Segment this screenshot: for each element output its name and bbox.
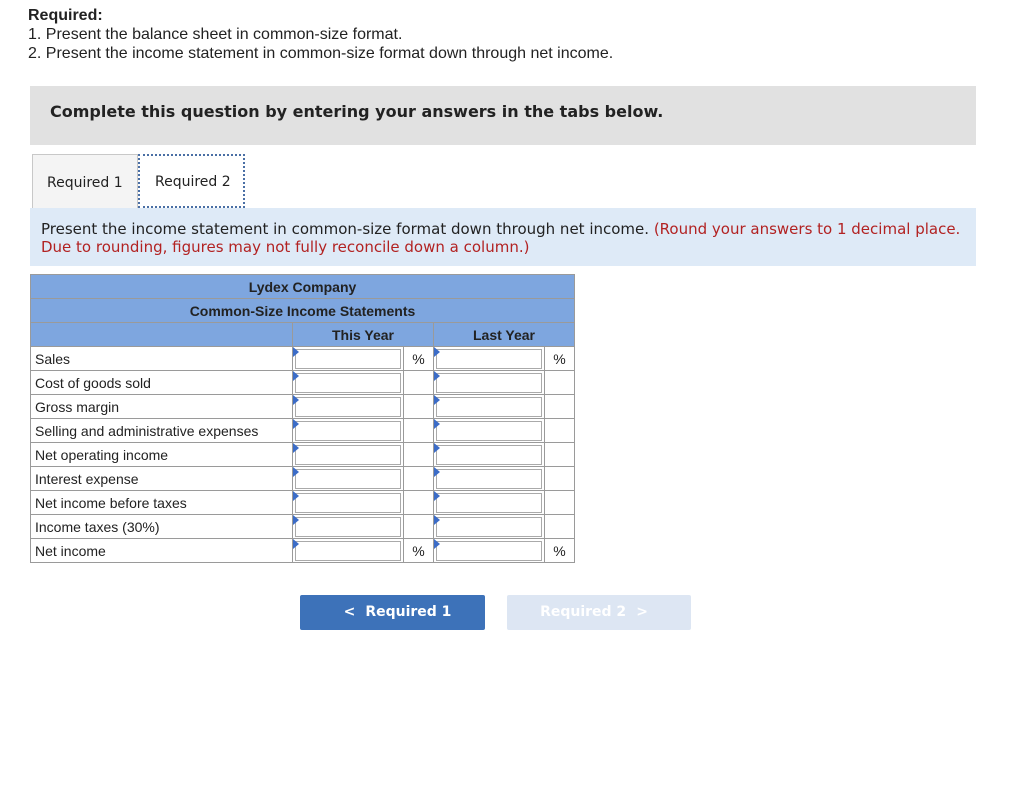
input-marker-icon: [293, 371, 299, 381]
tab-required-1[interactable]: Required 1: [32, 154, 138, 208]
required-heading: Required:: [28, 7, 103, 24]
percent-symbol: [545, 419, 575, 443]
percent-symbol: %: [404, 539, 434, 563]
required-item-2: 2. Present the income statement in common-size format down through net income.: [28, 45, 614, 62]
next-button-label: Required 2: [540, 604, 627, 620]
percent-symbol: [545, 395, 575, 419]
label-column-header: [31, 323, 293, 347]
company-name: Lydex Company: [31, 275, 575, 299]
this-year-input[interactable]: [295, 517, 401, 537]
table-row: [31, 515, 575, 539]
prev-button-label: Required 1: [365, 604, 452, 620]
this-year-input[interactable]: [295, 373, 401, 393]
percent-symbol: [545, 443, 575, 467]
chevron-left-icon: <: [343, 604, 356, 620]
this-year-cell: [293, 395, 404, 419]
percent-symbol: [545, 467, 575, 491]
table-row: [31, 491, 575, 515]
table-row: [31, 419, 575, 443]
percent-symbol: [404, 443, 434, 467]
row-label: Net income: [31, 539, 293, 563]
percent-symbol: %: [545, 539, 575, 563]
input-marker-icon: [293, 491, 299, 501]
input-marker-icon: [434, 467, 440, 477]
percent-symbol: [545, 515, 575, 539]
percent-symbol: [404, 491, 434, 515]
last-year-input[interactable]: [436, 397, 542, 417]
percent-symbol: %: [545, 347, 575, 371]
chevron-right-icon: >: [636, 604, 648, 620]
statement-title: Common-Size Income Statements: [31, 299, 575, 323]
row-label: Income taxes (30%): [31, 515, 293, 539]
this-year-cell: [293, 491, 404, 515]
this-year-header: This Year: [293, 323, 434, 347]
this-year-input[interactable]: [295, 493, 401, 513]
row-label: Net operating income: [31, 443, 293, 467]
last-year-cell: [434, 371, 545, 395]
percent-symbol: [545, 491, 575, 515]
last-year-cell: [434, 347, 545, 371]
row-label: Net income before taxes: [31, 491, 293, 515]
last-year-input[interactable]: [436, 541, 542, 561]
percent-symbol: [545, 371, 575, 395]
row-label: Selling and administrative expenses: [31, 419, 293, 443]
this-year-cell: [293, 371, 404, 395]
this-year-cell: [293, 347, 404, 371]
last-year-cell: [434, 539, 545, 563]
input-marker-icon: [434, 515, 440, 525]
last-year-cell: [434, 419, 545, 443]
last-year-input[interactable]: [436, 469, 542, 489]
this-year-input[interactable]: [295, 421, 401, 441]
this-year-cell: [293, 539, 404, 563]
next-required-button[interactable]: [507, 595, 691, 630]
this-year-cell: [293, 419, 404, 443]
last-year-input[interactable]: [436, 445, 542, 465]
rounding-note: (Round your answers to 1 decimal place. Due to rounding, figures may not fully reconcile down a column.): [41, 220, 961, 256]
table-row: [31, 371, 575, 395]
instruction-text: Present the income statement in common-size format down through net income.: [41, 220, 650, 238]
this-year-input[interactable]: [295, 541, 401, 561]
input-marker-icon: [293, 515, 299, 525]
row-label: Sales: [31, 347, 293, 371]
input-marker-icon: [434, 443, 440, 453]
row-label: Gross margin: [31, 395, 293, 419]
this-year-cell: [293, 515, 404, 539]
last-year-cell: [434, 467, 545, 491]
table-row: [31, 467, 575, 491]
percent-symbol: [404, 467, 434, 491]
required-item-1: 1. Present the balance sheet in common-size format.: [28, 26, 403, 43]
input-marker-icon: [434, 395, 440, 405]
income-statement-table: [30, 274, 575, 563]
input-marker-icon: [434, 371, 440, 381]
input-marker-icon: [434, 539, 440, 549]
this-year-input[interactable]: [295, 445, 401, 465]
this-year-input[interactable]: [295, 469, 401, 489]
instructions-banner: Complete this question by entering your answers in the tabs below.: [30, 86, 976, 145]
input-marker-icon: [293, 347, 299, 357]
input-marker-icon: [434, 491, 440, 501]
percent-symbol: %: [404, 347, 434, 371]
table-row: [31, 395, 575, 419]
input-marker-icon: [293, 539, 299, 549]
last-year-cell: [434, 443, 545, 467]
percent-symbol: [404, 515, 434, 539]
last-year-input[interactable]: [436, 421, 542, 441]
last-year-input[interactable]: [436, 517, 542, 537]
last-year-input[interactable]: [436, 493, 542, 513]
this-year-cell: [293, 467, 404, 491]
input-marker-icon: [434, 419, 440, 429]
input-marker-icon: [434, 347, 440, 357]
last-year-cell: [434, 515, 545, 539]
required-section: [28, 6, 613, 63]
table-row: [31, 347, 575, 371]
percent-symbol: [404, 395, 434, 419]
input-marker-icon: [293, 395, 299, 405]
percent-symbol: [404, 419, 434, 443]
input-marker-icon: [293, 443, 299, 453]
table-row: [31, 443, 575, 467]
percent-symbol: [404, 371, 434, 395]
prev-required-button[interactable]: [300, 595, 485, 630]
last-year-cell: [434, 395, 545, 419]
this-year-cell: [293, 443, 404, 467]
input-marker-icon: [293, 467, 299, 477]
last-year-header: Last Year: [434, 323, 575, 347]
this-year-input[interactable]: [295, 397, 401, 417]
table-row: [31, 539, 575, 563]
input-marker-icon: [293, 419, 299, 429]
tab-required-2[interactable]: Required 2: [138, 154, 245, 208]
question-instruction: [30, 208, 976, 266]
last-year-cell: [434, 491, 545, 515]
last-year-input[interactable]: [436, 349, 542, 369]
last-year-input[interactable]: [436, 373, 542, 393]
table-body: [31, 347, 575, 563]
row-label: Interest expense: [31, 467, 293, 491]
this-year-input[interactable]: [295, 349, 401, 369]
row-label: Cost of goods sold: [31, 371, 293, 395]
